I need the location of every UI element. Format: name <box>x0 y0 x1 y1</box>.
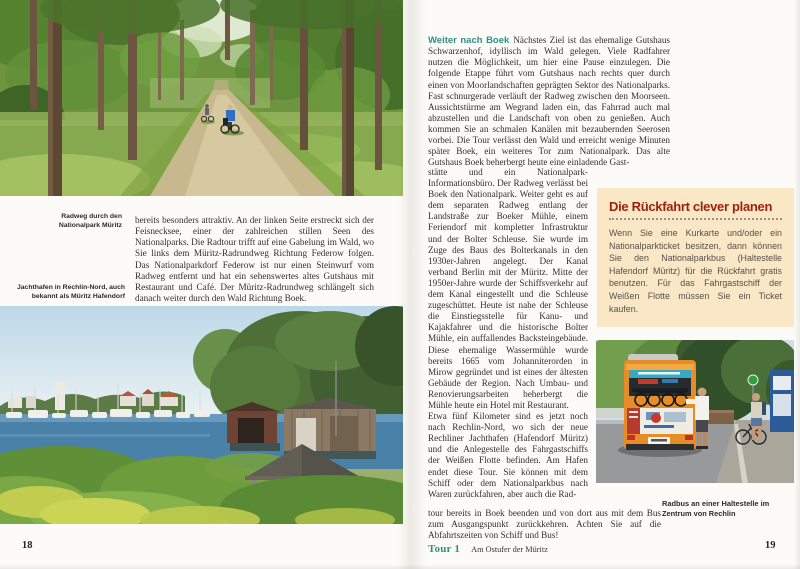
paragraph-text-2b: Etwa fünf Kilometer sind es jetzt noch nach Rechlin-Nord, wo sich der neue Rechliner Jachthafen (Hafendorf Müritz) und die Anlegestelle des Fahrgastschiffs der Weißen Flotte befinden. Am Hafen endet diese Tour. Sie können mit dem Schiff oder dem Nationalparkbus nach Waren zurückfahren, aber auch die Rad- <box>428 411 588 499</box>
harbor-photo <box>0 306 403 524</box>
photo-caption-forest: Radweg durch den Nationalpark Müritz <box>58 213 122 229</box>
page-number-right: 19 <box>765 540 776 551</box>
info-box-rueckfahrt <box>597 188 794 327</box>
forest-path-illustration <box>0 0 403 196</box>
radbus-photo <box>596 340 794 483</box>
page-edge-right <box>794 0 800 569</box>
narrow-text-column <box>428 167 588 500</box>
paragraph-text-3: tour bereits in Boek beenden und von dort aus mit dem Bus zum Ausgangspunkt zurückkehren. Achten Sie auf die Abfahrtszeiten von Schiff und Bus! <box>428 508 661 541</box>
page-edge-bottom <box>0 564 800 569</box>
paragraph-weiter-nach-boek <box>428 35 670 168</box>
paragraph-text-1: Nächstes Ziel ist das ehemalige Gutshaus Schwarzenhof, idyllisch im Wald gelegen. Viele Radfahrer nutzen die Möglichkeit, um hier eine Pause einzulegen. Die folgende Etappe führt vom Gutshaus nach rechts quer durch einen von Moorlandschaften geprägten Sektor des Nationalparks. Fast schnurgerade verläuft der Radweg zwischen den Moorseen. Aussichtstürme am Wegrand laden ein, das Fahrrad auch mal abzustellen und die Landschaft von oben zu genießen. Auch kommen Sie an schmalen Kanälen mit bezaubernden Seerosen vorbei. Die Tour verlässt den Wald und erreicht wenige Minuten später Boek, ein weiteres Tor zum Nationalpark. Das alte Gutshaus Boek beherbergt heute eine einladende Gast- <box>428 35 670 168</box>
info-box-body: Wenn Sie eine Kurkarte und/oder ein Nationalparkticket besitzen, dann können Sie den Nationalparkbus (Haltestelle Hafendorf Müritz) für die Rückfahrt gratis benutzen. Für das Fahrgastschiff der Weißen Flotte müssen Sie ein Ticket kaufen. <box>609 228 782 314</box>
footer-tour-info <box>428 539 548 557</box>
footer-tour-label: Tour 1 <box>428 543 461 555</box>
harbor-illustration <box>0 306 403 524</box>
left-body-text: bereits besonders attraktiv. An der linken Seite erstreckt sich der Feisnecksee, einer der zahlreichen stillen Seen des Nationalparks. Die Radtour trifft auf eine Gabelung im Wald, wo Sie links dem Müritz-Radrundweg Richtung Federow folgen. Das Nationalparkdorf Federow ist nur einen Steinwurf vom Radweg entfernt und hat ein sehenswertes altes Gutshaus mit Restaurant und Café. Der Müritz-Radrundweg schlängelt sich danach weiter durch den Wald Richtung Boek. <box>135 215 375 303</box>
footer-tour-title: Am Ostufer der Müritz <box>471 545 548 554</box>
photo-caption-harbor: Jachthafen in Rechlin-Nord, auch bekannt als Müritz Hafendorf <box>16 284 125 300</box>
dotted-divider <box>609 218 782 220</box>
info-box-title: Die Rückfahrt clever planen <box>609 199 773 214</box>
inline-heading-weiter-nach-boek: Weiter nach Boek <box>428 35 510 47</box>
page-number-left: 18 <box>22 540 33 551</box>
photo-caption-radbus: Radbus an einer Haltestelle im Zentrum von Rechlin <box>662 499 770 518</box>
forest-path-photo <box>0 0 403 196</box>
radbus-illustration <box>596 340 794 483</box>
paragraph-text-2a: stätte und ein Nationalpark-Informationsbüro. Der Radweg verlässt bei Boek den Nationalpark. Weiter geht es auf dem separaten Radweg entlang der Landstraße zur Boeker Mühle, einem Feriendorf mit kompletter Infrastruktur und der Bolter Schleuse. Sie wurde im Zuge des Baus des Bolterkanals in den 1930er-Jahren angelegt. Der Kanal verband Berlin mit der Müritz. Mitte der 1950er-Jahre wurde der Schiffsverkehr auf dem Kanal eingestellt und die Schleuse zugeschüttet. Heute ist nahe der Schleuse die Einstiegsstelle für Kanu- und Kajakfahrer und die historische Bolter Mühle, ein auffallendes Backsteingebäude. Diese ehemalige Wassermühle wurde bereits 1665 vom Johanniterorden in Mirow gegründet und ist eines der ältesten Gebäude der Region. Nach Umbau- und Renovierungsarbeiten beherbergt die Mühle heute ein Hotel mit Restaurant. <box>428 167 588 410</box>
